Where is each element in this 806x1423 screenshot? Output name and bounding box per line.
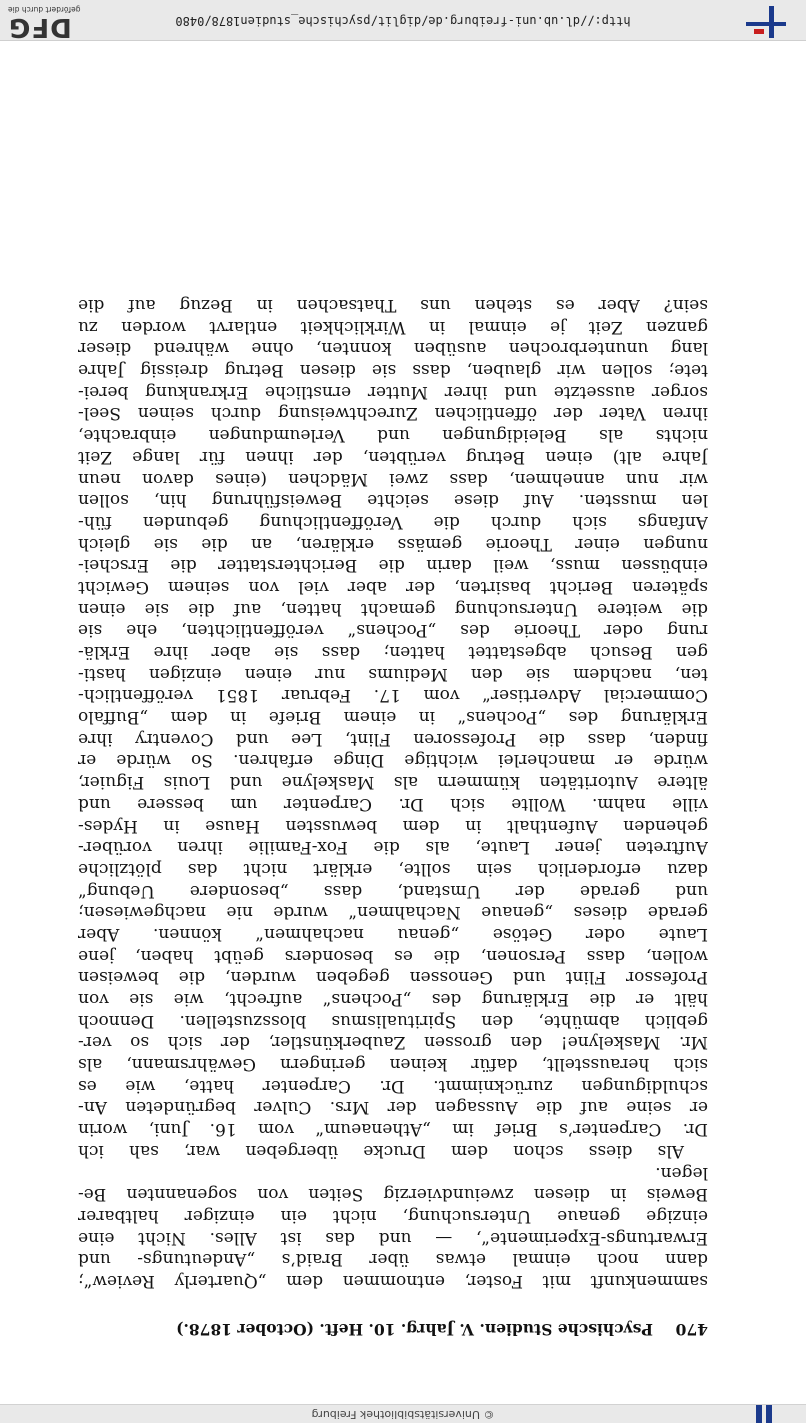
text-line: wir nun annehmen, dass zwei Mädchen (eines davon neun (78, 468, 708, 489)
dfg-caption: gefördert durch die (8, 5, 81, 14)
text-line: Auftreten jener Laute, als die Fox-Familie ihren vorüber- (78, 837, 708, 858)
text-line: gehenden Aufenthalt in dem bewussten Hause in Hydes- (78, 815, 708, 836)
text-line: die weitere Untersuchung gemacht hatten, auf die sie einen (78, 598, 708, 619)
text-line: einbüssen muss, weil darin die Berichterstatter die Erschei- (78, 555, 708, 576)
text-line: Jahre alt) einen Betrug verübten, der ihnen für lange Zeit (78, 446, 708, 467)
text-line: len mussten. Auf diese seichte Beweisführung hin, sollen (78, 490, 708, 511)
text-line: Dr. Carpenter’s Brief im „Athenaeum“ vom 16. Juni, worin (78, 1119, 708, 1140)
text-line: finden, dass die Professoren Flint, Lee und Coventry ihre (78, 728, 708, 749)
text-line: geblich abmühte, den Spiritualismus blosszustellen. Dennoch (78, 1010, 708, 1031)
dfg-logo-icon (8, 0, 100, 40)
text-line: dann noch einmal etwas über Braid’s „Andeutungs- und (78, 1249, 708, 1270)
text-line: gen Besuch abgestattet hatten; dass sie aber ihre Erklä- (78, 642, 708, 663)
text-line: Beweis in diesen zweiundvierzig Seiten von sogenannten Be- (78, 1184, 708, 1205)
text-line: rung oder Theorie des „Pochens“ veröffentlichten, ehe sie (78, 620, 708, 641)
text-line: sein? Aber es stehen uns Thatsachen in Bezug auf die (78, 295, 708, 316)
text-line: späteren Bericht basirten, der aber viel von seinem Gewicht (78, 577, 708, 597)
text-line: gerade dieses „genaue Nachahmen“ wurde nie nachgewiesen; (78, 902, 708, 923)
text-line: Erwartungs-Experimente“, — und das ist Alles. Nicht eine (78, 1227, 708, 1248)
library-credit: © Universitätsbibliothek Freiburg (311, 1408, 495, 1421)
text-line: sich herausstellt, dafür keinen geringern Gewährsmann, als (78, 1054, 708, 1075)
text-line: schuldigungen zurücknimmt. Dr. Carpenter hatte, wie es (78, 1075, 708, 1096)
dfg-logo-text: DFG (8, 12, 72, 42)
bottom-banner (0, 0, 806, 41)
text-line: wollen, dass Personen, die es besonders geübt haben, jene (78, 945, 708, 966)
text-line: und gerade der Umstand, dass „besondere Uebung“ (78, 880, 708, 901)
text-line: nichts als Beleidigungen und Verleumdungen einbrachte, (78, 425, 708, 446)
top-banner (0, 1404, 806, 1423)
text-line: Laute oder Getöse „genau nachahmen“ können. Aber (78, 924, 708, 944)
text-line: er seine auf die Aussagen der Mrs. Culver begründeten An- (78, 1097, 708, 1118)
text-line: nungen einer Theorie gemäss erklären, an die sie gleich (78, 533, 708, 554)
permalink-url[interactable]: http://dl.ub.uni-freiburg.de/diglit/psychische_studien1878/0480 (175, 14, 631, 28)
text-line: ihren Vater der öffentlichen Zurechtweisung durch seinen Seel- (78, 403, 708, 424)
text-line: Professor Flint und Genossen gegeben wurden, die beweisen (78, 967, 708, 988)
text-line: ville nahm. Wollte sich Dr. Carpenter um bessere und (78, 793, 708, 814)
text-line: hält er die Erklärung des „Pochens“ aufrecht, wie sie von (78, 989, 708, 1010)
body-text (78, 293, 708, 1291)
text-line: sorger aussetzte und ihrer Mutter ernstliche Erkrankung berei- (78, 381, 708, 402)
text-line: tete; sollen wir glauben, dass sie diesen Betrug dreissig Jahre (78, 360, 708, 381)
text-line: ten, nachdem sie den Mediums nur einen einzigen hasti- (78, 663, 708, 684)
text-line: ältere Autoritäten kümmern als Maskelyne und Louis Figuier, (78, 772, 708, 793)
text-line: einzige genaue Untersuchung, nicht ein einziger haltbarer (78, 1205, 708, 1226)
text-line: sammenkunft mit Foster, entnommen dem „Quarterly Review“; (78, 1271, 708, 1291)
text-line: würde er mancherlei wichtige Dinge erfahren. So würde er (78, 750, 708, 771)
text-line: Anfangs sich durch die Veröffentlichung gebunden füh- (78, 511, 708, 532)
running-head-title: Psychische Studien. V. Jahrg. 10. Heft. (October 1878.) (176, 1320, 653, 1339)
text-line: Mr. Maskelyne! den grossen Zauberkünstler, der sich so ver- (78, 1032, 708, 1053)
text-line: ganzen Zeit je einmal in Wirklichkeit entlarvt worden zu (78, 316, 708, 337)
text-line: Erklärung des „Pochens“ in einem Briefe in dem „Buffalo (78, 707, 708, 728)
text-line: dazu erforderlich sein sollte, erklärt nicht das plötzliche (78, 858, 708, 879)
page-number: 470 (675, 1320, 708, 1339)
text-line: legen. (655, 1162, 708, 1183)
text-line: lang ununterbrochen ausüben konnten, ohne während dieser (78, 338, 708, 359)
text-line: Als diess schon dem Drucke übergeben war, sah ich (78, 1140, 684, 1161)
text-line: Commercial Advertiser“ vom 17. Februar 1851 veröffentlich- (78, 685, 708, 706)
